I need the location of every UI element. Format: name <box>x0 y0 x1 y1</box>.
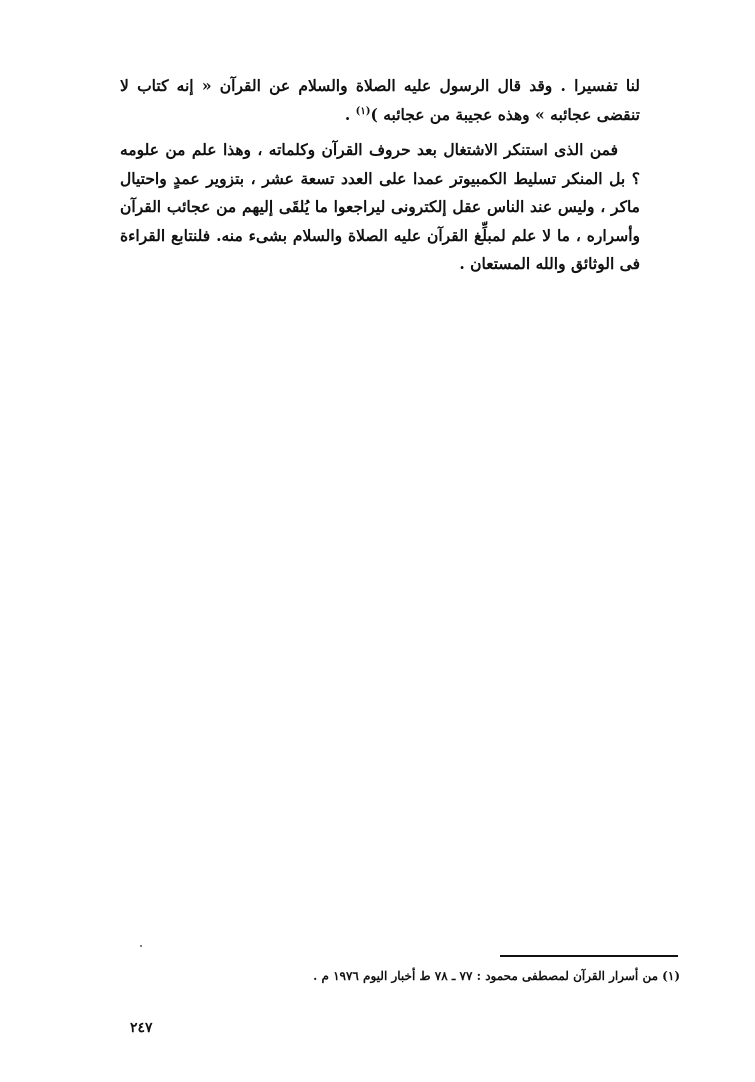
footnote-reference: (١) <box>355 105 371 117</box>
paragraph-1 <box>120 72 640 129</box>
paragraph-1-text: لنا تفسيرا . وقد قال الرسول عليه الصلاة والسلام عن القرآن « إنه كتاب لا تنقضى عجائبه » وهذه عجيبة من عجائبه ) <box>120 76 640 124</box>
scan-speck <box>140 945 142 947</box>
paragraph-1-tail: . <box>344 104 356 124</box>
footnote-divider <box>500 955 678 957</box>
paragraph-2: فمن الذى استنكر الاشتغال بعد حروف القرآن وكلماته ، وهذا علم من علومه ؟ بل المنكر تسليط الكمبيوتر عمدا على العدد تسعة عشر ، بتزوير عمدٍ واحتيال ماكر ، وليس عند الناس عقل إلكترونى ليراجعوا ما يُلقَى إليهم من عجائب القرآن وأسراره ، ما لا علم لمبلِّغ القرآن عليه الصلاة والسلام بشىء منه. فلنتابع القراءة فى الوثائق والله المستعان . <box>120 140 640 273</box>
main-text <box>120 72 640 279</box>
footnote-text: (١) من أسرار القرآن لمصطفى محمود : ٧٧ ـ ٧٨ ط أخبار اليوم ١٩٧٦ م . <box>313 969 680 983</box>
page-number: ٢٤٧ <box>130 1020 153 1036</box>
